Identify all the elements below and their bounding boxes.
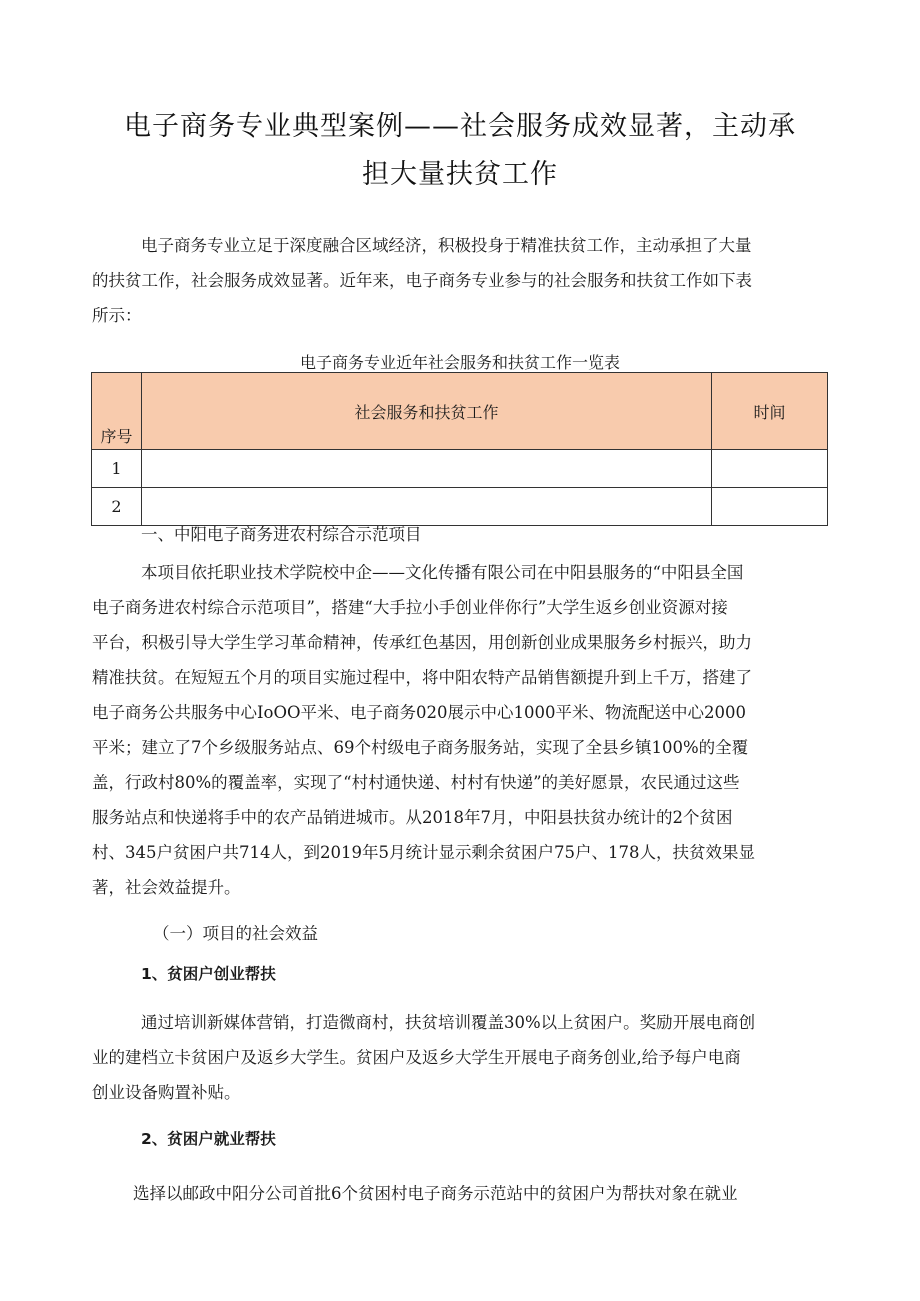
cell-no: 2 <box>92 488 142 526</box>
section1-heading-block <box>92 517 828 552</box>
item1-line: 创业设备购置补贴。 <box>92 1083 241 1102</box>
section1-line: 村、345户贫困户共714人，到2019年5月统计显示剩余贫困户75户、178人，扶贫效果显 <box>92 843 755 862</box>
cell-no: 1 <box>92 450 142 488</box>
document-title-line-1: 电子商务专业典型案例——社会服务成效显著，主动承 <box>124 111 796 142</box>
document-title-line-2: 担大量扶贫工作 <box>362 159 558 190</box>
header-time: 时间 <box>712 373 828 450</box>
section1-line: 平台，积极引导大学生学习革命精神，传承红色基因，用创新创业成果服务乡村振兴，助力 <box>92 633 752 652</box>
intro-line: 所示： <box>92 306 142 325</box>
cell-time <box>712 450 828 488</box>
section1-paragraph <box>92 555 828 905</box>
intro-line: 的扶贫工作，社会服务成效显著。近年来，电子商务专业参与的社会服务和扶贫工作如下表 <box>92 271 752 290</box>
item1-paragraph <box>92 1005 828 1110</box>
table-header-row <box>92 373 828 450</box>
section1-line: 著，社会效益提升。 <box>92 878 241 897</box>
section1-line: 精准扶贫。在短短五个月的项目实施过程中，将中阳农特产品销售额提升到上千万，搭建了 <box>92 668 752 687</box>
table-row <box>92 450 828 488</box>
item2-line: 选择以邮政中阳分公司首批6个贫困村电子商务示范站中的贫困户为帮扶对象在就业 <box>133 1184 738 1203</box>
cell-work <box>142 450 712 488</box>
service-table <box>91 372 828 526</box>
section1-line: 平米；建立了7个乡级服务站点、69个村级电子商务服务站，实现了全县乡镇100%的全覆 <box>92 738 749 757</box>
item1-line: 业的建档立卡贫困户及返乡大学生。贫困户及返乡大学生开展电子商务创业,给予每户电商 <box>92 1048 741 1067</box>
header-no: 序号 <box>92 373 142 450</box>
item1-line: 通过培训新媒体营销，打造微商村，扶贫培训覆盖30%以上贫困户。奖励开展电商创 <box>141 1013 756 1032</box>
item2-heading: 2、贫困户就业帮扶 <box>141 1130 276 1148</box>
intro-paragraph <box>92 228 828 333</box>
section1-heading: 一、中阳电子商务进农村综合示范项目 <box>141 525 422 544</box>
section1-line: 服务站点和快递将手中的农产品销进城市。从2018年7月，中阳县扶贫办统计的2个贫困 <box>92 808 733 827</box>
section1-line: 本项目依托职业技术学院校中企——文化传播有限公司在中阳县服务的“中阳县全国 <box>141 563 744 582</box>
table-caption: 电子商务专业近年社会服务和扶贫工作一览表 <box>299 353 620 372</box>
intro-line: 电子商务专业立足于深度融合区域经济，积极投身于精准扶贫工作，主动承担了大量 <box>141 236 752 255</box>
subsection1-heading: （一）项目的社会效益 <box>153 924 318 943</box>
section1-line: 电子商务进农村综合示范项目”，搭建“大手拉小手创业伴你行”大学生返乡创业资源对接 <box>92 598 728 617</box>
section1-line: 电子商务公共服务中心IoOO平米、电子商务020展示中心1000平米、物流配送中心2000 <box>92 703 746 722</box>
section1-line: 盖，行政村80%的覆盖率，实现了“村村通快递、村村有快递”的美好愿景，农民通过这些 <box>92 773 740 792</box>
item1-heading: 1、贫困户创业帮扶 <box>141 965 276 983</box>
item2-paragraph <box>133 1176 833 1211</box>
header-work: 社会服务和扶贫工作 <box>142 373 712 450</box>
